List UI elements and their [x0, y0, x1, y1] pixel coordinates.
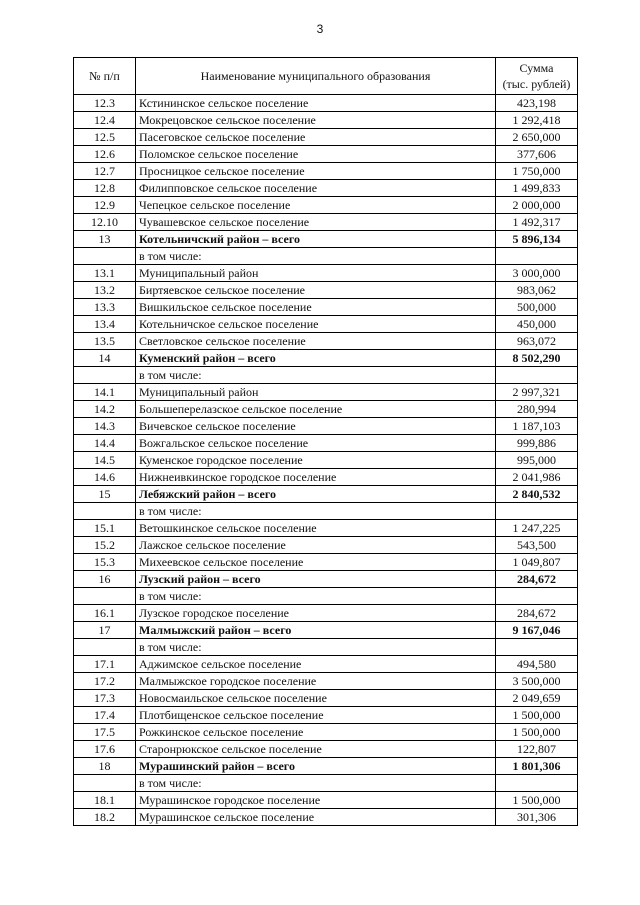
- table-row: [74, 690, 578, 707]
- row-name-cell: Чувашевское сельское поселение: [136, 214, 496, 231]
- table-row: [74, 180, 578, 197]
- row-name-cell: Котельничское сельское поселение: [136, 316, 496, 333]
- row-name-cell: Вишкильское сельское поселение: [136, 299, 496, 316]
- row-number-cell: 17.2: [74, 673, 136, 690]
- row-name-cell: Малмыжский район – всего: [136, 622, 496, 639]
- row-amount-cell: 995,000: [496, 452, 578, 469]
- row-number-cell: 16.1: [74, 605, 136, 622]
- row-number-cell: 18.2: [74, 809, 136, 826]
- row-name-cell: Нижнеивкинское городское поселение: [136, 469, 496, 486]
- allocation-table: [73, 57, 578, 826]
- table-row: [74, 520, 578, 537]
- row-name-cell: в том числе:: [136, 503, 496, 520]
- row-number-cell: 14: [74, 350, 136, 367]
- row-amount-cell: 377,606: [496, 146, 578, 163]
- row-name-cell: Рожкинское сельское поселение: [136, 724, 496, 741]
- row-number-cell: 15.3: [74, 554, 136, 571]
- table-row: [74, 673, 578, 690]
- row-number-cell: 13: [74, 231, 136, 248]
- row-number-cell: [74, 248, 136, 265]
- table-row: [74, 401, 578, 418]
- row-number-cell: 14.3: [74, 418, 136, 435]
- row-name-cell: Куменское городское поселение: [136, 452, 496, 469]
- row-number-cell: [74, 503, 136, 520]
- row-number-cell: 17: [74, 622, 136, 639]
- row-name-cell: Пасеговское сельское поселение: [136, 129, 496, 146]
- row-name-cell: Мурашинское городское поселение: [136, 792, 496, 809]
- row-number-cell: 12.8: [74, 180, 136, 197]
- table-row: [74, 639, 578, 656]
- table-row: [74, 163, 578, 180]
- table-row: [74, 605, 578, 622]
- table-row: [74, 469, 578, 486]
- row-number-cell: 13.2: [74, 282, 136, 299]
- row-amount-cell: 5 896,134: [496, 231, 578, 248]
- row-amount-cell: [496, 248, 578, 265]
- row-name-cell: Мурашинский район – всего: [136, 758, 496, 775]
- table-row: [74, 571, 578, 588]
- table-row: [74, 775, 578, 792]
- row-number-cell: 17.3: [74, 690, 136, 707]
- row-name-cell: Муниципальный район: [136, 265, 496, 282]
- table-row: [74, 435, 578, 452]
- row-amount-cell: 543,500: [496, 537, 578, 554]
- row-name-cell: Лузское городское поселение: [136, 605, 496, 622]
- row-amount-cell: 999,886: [496, 435, 578, 452]
- row-name-cell: Светловское сельское поселение: [136, 333, 496, 350]
- row-number-cell: [74, 775, 136, 792]
- row-amount-cell: 423,198: [496, 95, 578, 112]
- row-amount-cell: 1 500,000: [496, 707, 578, 724]
- row-amount-cell: 9 167,046: [496, 622, 578, 639]
- row-number-cell: 15: [74, 486, 136, 503]
- row-name-cell: в том числе:: [136, 775, 496, 792]
- row-number-cell: 13.1: [74, 265, 136, 282]
- row-number-cell: [74, 367, 136, 384]
- row-name-cell: Кстининское сельское поселение: [136, 95, 496, 112]
- row-amount-cell: 963,072: [496, 333, 578, 350]
- table-header-row: [74, 58, 578, 95]
- table-row: [74, 741, 578, 758]
- row-name-cell: в том числе:: [136, 367, 496, 384]
- row-amount-cell: 2 650,000: [496, 129, 578, 146]
- row-name-cell: Поломское сельское поселение: [136, 146, 496, 163]
- row-amount-cell: 1 187,103: [496, 418, 578, 435]
- row-name-cell: Новосмаильское сельское поселение: [136, 690, 496, 707]
- table-row: [74, 367, 578, 384]
- row-amount-cell: [496, 503, 578, 520]
- row-number-cell: 12.10: [74, 214, 136, 231]
- table-row: [74, 129, 578, 146]
- header-name: Наименование муниципального образования: [136, 58, 496, 95]
- table-row: [74, 707, 578, 724]
- table-body: [74, 95, 578, 826]
- row-amount-cell: 2 049,659: [496, 690, 578, 707]
- row-name-cell: Филипповское сельское поселение: [136, 180, 496, 197]
- row-amount-cell: 450,000: [496, 316, 578, 333]
- row-number-cell: 13.4: [74, 316, 136, 333]
- row-amount-cell: 494,580: [496, 656, 578, 673]
- table-row: [74, 95, 578, 112]
- row-amount-cell: 3 500,000: [496, 673, 578, 690]
- table-row: [74, 809, 578, 826]
- row-name-cell: Старонрюкское сельское поселение: [136, 741, 496, 758]
- row-amount-cell: [496, 367, 578, 384]
- row-name-cell: Биртяевское сельское поселение: [136, 282, 496, 299]
- row-number-cell: 13.3: [74, 299, 136, 316]
- row-amount-cell: 2 997,321: [496, 384, 578, 401]
- row-name-cell: Вичевское сельское поселение: [136, 418, 496, 435]
- row-amount-cell: 1 492,317: [496, 214, 578, 231]
- row-name-cell: Просницкое сельское поселение: [136, 163, 496, 180]
- row-name-cell: Лажское сельское поселение: [136, 537, 496, 554]
- row-name-cell: Мокрецовское сельское поселение: [136, 112, 496, 129]
- row-number-cell: 17.5: [74, 724, 136, 741]
- row-amount-cell: 284,672: [496, 605, 578, 622]
- table-row: [74, 214, 578, 231]
- row-number-cell: 17.1: [74, 656, 136, 673]
- row-name-cell: Большеперелазское сельское поселение: [136, 401, 496, 418]
- row-amount-cell: 2 840,532: [496, 486, 578, 503]
- row-number-cell: 17.4: [74, 707, 136, 724]
- row-amount-cell: 8 502,290: [496, 350, 578, 367]
- row-name-cell: Муниципальный район: [136, 384, 496, 401]
- row-name-cell: Малмыжское городское поселение: [136, 673, 496, 690]
- row-amount-cell: 1 500,000: [496, 792, 578, 809]
- table-row: [74, 622, 578, 639]
- row-number-cell: 14.4: [74, 435, 136, 452]
- row-name-cell: Плотбищенское сельское поселение: [136, 707, 496, 724]
- table-row: [74, 197, 578, 214]
- row-amount-cell: [496, 639, 578, 656]
- row-amount-cell: 1 801,306: [496, 758, 578, 775]
- row-name-cell: Аджимское сельское поселение: [136, 656, 496, 673]
- table-row: [74, 554, 578, 571]
- row-amount-cell: 2 000,000: [496, 197, 578, 214]
- row-amount-cell: 3 000,000: [496, 265, 578, 282]
- row-number-cell: 14.1: [74, 384, 136, 401]
- table-row: [74, 758, 578, 775]
- table-row: [74, 231, 578, 248]
- row-name-cell: Лебяжский район – всего: [136, 486, 496, 503]
- row-name-cell: Мурашинское сельское поселение: [136, 809, 496, 826]
- row-amount-cell: 500,000: [496, 299, 578, 316]
- table-row: [74, 333, 578, 350]
- row-name-cell: Лузский район – всего: [136, 571, 496, 588]
- table-row: [74, 299, 578, 316]
- table-row: [74, 503, 578, 520]
- row-amount-cell: 1 500,000: [496, 724, 578, 741]
- row-number-cell: 12.5: [74, 129, 136, 146]
- row-number-cell: [74, 639, 136, 656]
- header-amount: [496, 58, 578, 95]
- header-amount-line2: (тыс. рублей): [502, 77, 571, 91]
- row-number-cell: 12.6: [74, 146, 136, 163]
- row-amount-cell: 2 041,986: [496, 469, 578, 486]
- row-number-cell: 18.1: [74, 792, 136, 809]
- row-amount-cell: 1 499,833: [496, 180, 578, 197]
- row-amount-cell: 1 049,807: [496, 554, 578, 571]
- row-amount-cell: 301,306: [496, 809, 578, 826]
- table-row: [74, 248, 578, 265]
- table-row: [74, 282, 578, 299]
- row-amount-cell: 280,994: [496, 401, 578, 418]
- table-row: [74, 486, 578, 503]
- row-number-cell: [74, 588, 136, 605]
- row-amount-cell: [496, 588, 578, 605]
- table-row: [74, 350, 578, 367]
- table-row: [74, 656, 578, 673]
- table-row: [74, 265, 578, 282]
- header-num: № п/п: [74, 58, 136, 95]
- row-amount-cell: 1 292,418: [496, 112, 578, 129]
- table-row: [74, 588, 578, 605]
- row-name-cell: в том числе:: [136, 639, 496, 656]
- row-number-cell: 12.7: [74, 163, 136, 180]
- table-row: [74, 792, 578, 809]
- row-name-cell: в том числе:: [136, 588, 496, 605]
- row-number-cell: 13.5: [74, 333, 136, 350]
- row-number-cell: 15.2: [74, 537, 136, 554]
- page-number: 3: [316, 22, 324, 36]
- row-amount-cell: [496, 775, 578, 792]
- table-row: [74, 316, 578, 333]
- header-amount-line1: Сумма: [519, 61, 554, 75]
- row-name-cell: в том числе:: [136, 248, 496, 265]
- row-name-cell: Михеевское сельское поселение: [136, 554, 496, 571]
- table-row: [74, 418, 578, 435]
- row-amount-cell: 983,062: [496, 282, 578, 299]
- row-number-cell: 14.6: [74, 469, 136, 486]
- table-row: [74, 384, 578, 401]
- table-row: [74, 724, 578, 741]
- row-name-cell: Ветошкинское сельское поселение: [136, 520, 496, 537]
- row-number-cell: 15.1: [74, 520, 136, 537]
- row-name-cell: Чепецкое сельское поселение: [136, 197, 496, 214]
- row-number-cell: 12.3: [74, 95, 136, 112]
- row-name-cell: Куменский район – всего: [136, 350, 496, 367]
- table-row: [74, 537, 578, 554]
- row-number-cell: 12.4: [74, 112, 136, 129]
- row-number-cell: 12.9: [74, 197, 136, 214]
- row-amount-cell: 284,672: [496, 571, 578, 588]
- row-number-cell: 18: [74, 758, 136, 775]
- table-row: [74, 112, 578, 129]
- row-name-cell: Котельничский район – всего: [136, 231, 496, 248]
- row-amount-cell: 122,807: [496, 741, 578, 758]
- table-row: [74, 146, 578, 163]
- row-name-cell: Вожгальское сельское поселение: [136, 435, 496, 452]
- row-amount-cell: 1 247,225: [496, 520, 578, 537]
- row-amount-cell: 1 750,000: [496, 163, 578, 180]
- row-number-cell: 16: [74, 571, 136, 588]
- table-row: [74, 452, 578, 469]
- row-number-cell: 17.6: [74, 741, 136, 758]
- row-number-cell: 14.5: [74, 452, 136, 469]
- row-number-cell: 14.2: [74, 401, 136, 418]
